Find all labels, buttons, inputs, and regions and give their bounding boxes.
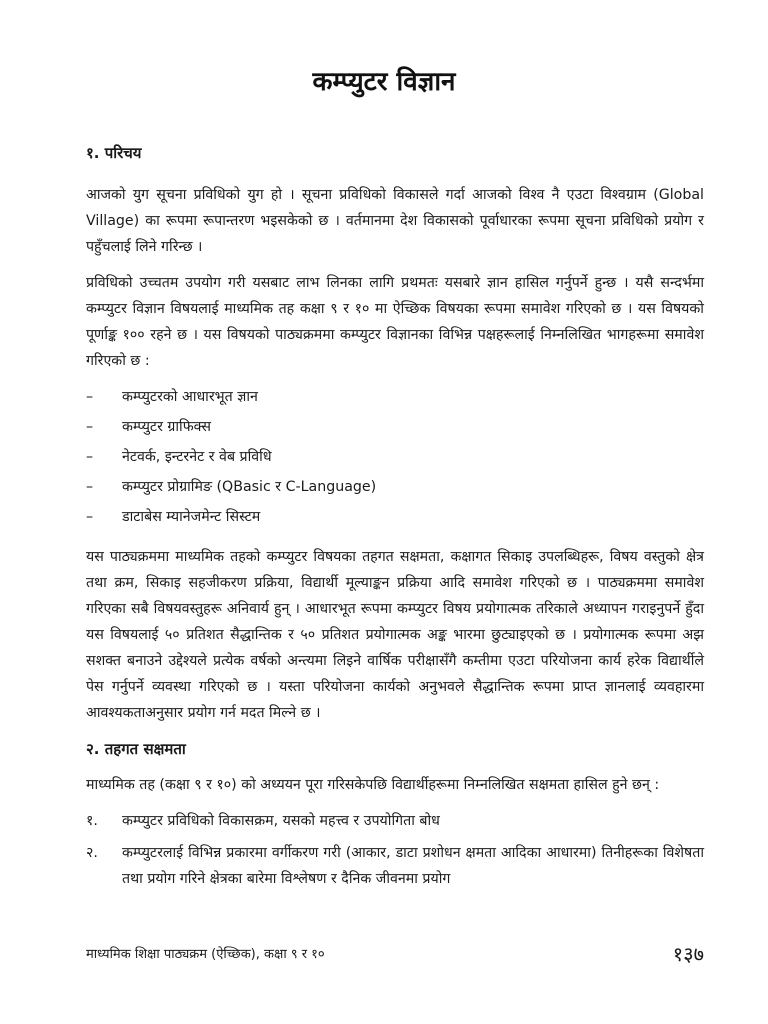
list-item-text: कम्प्युटर ग्राफिक्स — [122, 419, 211, 435]
list-item — [86, 504, 704, 530]
page-title: कम्प्युटर विज्ञान — [312, 67, 456, 97]
intro-paragraph-3: यस पाठ्यक्रममा माध्यमिक तहको कम्प्युटर विषयका तहगत सक्षमता, कक्षागत सिकाइ उपलब्धिहरू, विषय वस्तुको क्षेत्र तथा क्रम, सिकाइ सहजीकरण प्रक्रिया, विद्यार्थी मूल्याङ्कन प्रक्रिया आदि समावेश गरिएको छ । पाठ्यक्रममा समावेश गरिएका सबै विषयवस्तुहरू अनिवार्य हुन् । आधारभूत रूपमा कम्प्युटर विषय प्रयोगात्मक तरिकाले अध्यापन गराइनुपर्ने हुँदा यस विषयलाई ५० प्रतिशत सैद्धान्तिक र ५० प्रतिशत प्रयोगात्मक अङ्क भारमा छुट्याइएको छ । प्रयोगात्मक रूपमा अझ सशक्त बनाउने उद्देश्यले प्रत्येक वर्षको अन्त्यमा लिइने वार्षिक परीक्षासँगै कम्तीमा एउटा परियोजना कार्य हरेक विद्यार्थीले पेस गर्नुपर्ने व्यवस्था गरिएको छ । यस्ता परियोजना कार्यको अनुभवले सैद्धान्तिक रूपमा प्राप्त ज्ञानलाई व्यवहारमा आवश्यकताअनुसार प्रयोग गर्न मदत मिल्ने छ । — [86, 549, 704, 721]
page-footer — [86, 940, 704, 970]
topic-list — [86, 384, 704, 530]
list-item — [86, 474, 704, 500]
list-dash-marker: – — [86, 449, 94, 465]
competency-list — [86, 808, 704, 892]
page-number: १३७ — [672, 942, 704, 966]
list-item-text: नेटवर्क, इन्टरनेट र वेब प्रविधि — [122, 449, 272, 465]
list-dash-marker: – — [86, 479, 94, 495]
main-content — [86, 140, 704, 898]
list-item — [86, 808, 704, 834]
list-item — [86, 414, 704, 440]
list-item — [86, 840, 704, 892]
intro-paragraph-1: आजको युग सूचना प्रविधिको युग हो । सूचना प्रविधिको विकासले गर्दा आजको विश्व नै एउटा विश्वग्राम (Global Village) का रूपमा रूपान्तरण भइसकेको छ । वर्तमानमा देश विकासको पूर्वाधारका रूपमा सूचना प्रविधिको प्रयोग र पहुँचलाई लिने गरिन्छ । — [86, 187, 704, 255]
list-item-text: कम्प्युटर प्रोग्रामिङ (QBasic र C-Language) — [122, 479, 377, 495]
section-heading-competency: २. तहगत सक्षमता — [86, 740, 186, 758]
list-dash-marker: – — [86, 509, 94, 525]
list-item-text: कम्प्युटर प्रविधिको विकासक्रम, यसको महत्त्व र उपयोगिता बोध — [122, 813, 440, 829]
intro-paragraph-2: प्रविधिको उच्चतम उपयोग गरी यसबाट लाभ लिनका लागि प्रथमतः यसबारे ज्ञान हासिल गर्नुपर्ने हुन्छ । यसै सन्दर्भमा कम्प्युटर विज्ञान विषयलाई माध्यमिक तह कक्षा ९ र १० मा ऐच्छिक विषयका रूपमा समावेश गरिएको छ । यस विषयको पूर्णाङ्क १०० रहने छ । यस विषयको पाठ्यक्रममा कम्प्युटर विज्ञानका विभिन्न पक्षहरूलाई निम्नलिखित भागहरूमा समावेश गरिएको छ : — [86, 275, 704, 369]
footer-text: माध्यमिक शिक्षा पाठ्यक्रम (ऐच्छिक), कक्षा ९ र १० — [86, 947, 325, 962]
list-dash-marker: – — [86, 419, 94, 435]
list-item — [86, 384, 704, 410]
list-item — [86, 444, 704, 470]
list-item-text: डाटाबेस म्यानेजमेन्ट सिस्टम — [122, 509, 261, 525]
section-heading-introduction: १. परिचय — [86, 144, 142, 162]
list-number: १. — [86, 813, 98, 829]
list-item-text: कम्प्युटरको आधारभूत ज्ञान — [122, 389, 258, 405]
list-dash-marker: – — [86, 389, 94, 405]
list-item-text: कम्प्युटरलाई विभिन्न प्रकारमा वर्गीकरण गरी (आकार, डाटा प्रशोधन क्षमता आदिका आधारमा) तिनीहरूका विशेषता तथा प्रयोग गरिने क्षेत्रका बारेमा विश्लेषण र दैनिक जीवनमा प्रयोग — [122, 845, 704, 887]
list-number: २. — [86, 845, 98, 861]
competency-intro: माध्यमिक तह (कक्षा ९ र १०) को अध्ययन पूरा गरिसकेपछि विद्यार्थीहरूमा निम्नलिखित सक्षमता हासिल हुने छन् : — [86, 777, 660, 793]
